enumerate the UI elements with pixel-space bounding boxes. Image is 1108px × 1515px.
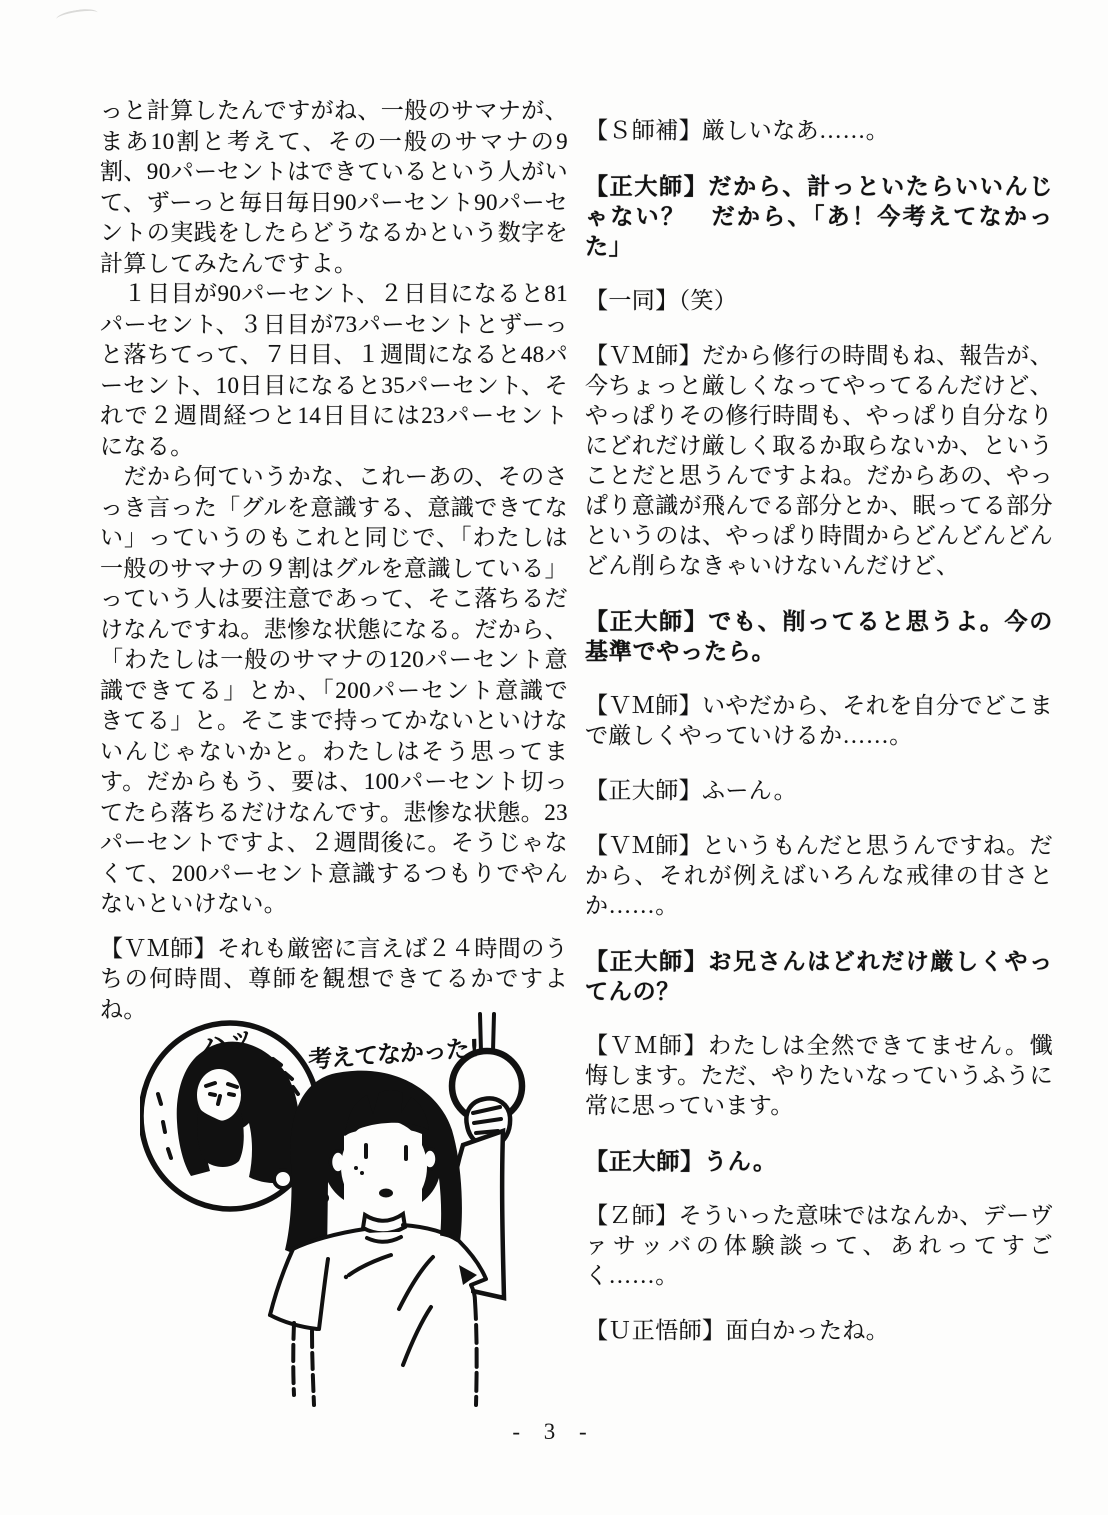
paragraph-z-shi: 【Ｚ師】そういった意味ではなんか、デーヴァサッバの体験談って、あれってすごく……。 — [585, 1203, 1053, 1288]
right-column — [585, 116, 1053, 1371]
paragraph-vm-4: 【ＶＭ師】わたしは全然できてません。懺悔します。ただ、やりたいなっていうふうに常に思っています。 — [585, 1033, 1053, 1118]
paragraph-left-vm: 【ＶＭ師】それも厳密に言えば２４時間のうちの何時間、尊師を観想できてるかですよね。 — [100, 935, 568, 1022]
page-number: - 3 - — [512, 1419, 596, 1444]
illustration-caption-hatsu: ハッ — [198, 1019, 259, 1063]
paragraph-vm-3: 【ＶＭ師】というもんだと思うんですね。だから、それが例えばいろんな戒律の甘さとか……。 — [585, 833, 1053, 918]
illustration-caption-main: 考えてなかった! — [308, 1034, 480, 1074]
paragraph-u-seigoshi: 【Ｕ正悟師】面白かったね。 — [585, 1318, 890, 1343]
scan-artifact — [55, 7, 98, 25]
paragraph-left-1: っと計算したんですがね、一般のサマナが、まあ10割と考えて、その一般のサマナの9割、90パーセントはできているという人がいて、ずーっと毎日毎日90パーセント90パーセントの実践をしたらどうなるかという数字を計算してみたんですよ。 — [100, 98, 568, 276]
paragraph-seitaishi-1: 【正大師】だから、計っといたらいいんじゃない？ だから、「あ！今考えてなかった」 — [585, 173, 1053, 259]
illustration-drawing — [140, 1012, 560, 1422]
paragraph-seitaishi-5: 【正大師】うん。 — [585, 1148, 777, 1174]
paragraph-s-shiho: 【Ｓ師補】厳しいなあ……。 — [585, 118, 890, 143]
left-column — [100, 96, 568, 1025]
paragraph-seitaishi-2: 【正大師】でも、削ってると思うよ。今の基準でやったら。 — [585, 608, 1053, 664]
paragraph-left-2: １日目が90パーセント、２日目になると81パーセント、３日目が73パーセントとずーっと落ちてって、７日目、１週間になると48パーセント、10日目になると35パーセント、それで２週間経つと14日目には23パーセントになる。 — [100, 281, 568, 459]
paragraph-seitaishi-4: 【正大師】お兄さんはどれだけ厳しくやってんの？ — [585, 948, 1053, 1004]
paragraph-left-3: だから何ていうかな、これーあの、そのさっき言った「グルを意識する、意識できてない」っていうのもこれと同じで、「わたしは一般のサマナの９割はグルを意識している」っていう人は要注意であって、そこ落ちるだけなんですね。悲惨な状態になる。だから、「わたしは一般のサマナの120パーセント意識できてる」とか、「200パーセント意識できてる」と。そこまで持ってかないといけないんじゃないかと。わたしはそう思ってます。だからもう、要は、100パーセント切ってたら落ちるだけなんです。悲惨な状態。23パーセントですよ、２週間後に。そうじゃなくて、200パーセント意識するつもりでやんないといけない。 — [100, 464, 568, 916]
paragraph-ichido: 【一同】（笑） — [585, 288, 738, 313]
paragraph-seitaishi-3: 【正大師】ふーん。 — [585, 778, 797, 803]
paragraph-vm-2: 【ＶＭ師】いやだから、それを自分でどこまで厳しくやっていけるか……。 — [585, 693, 1053, 748]
paragraph-vm-1: 【ＶＭ師】だから修行の時間もね、報告が、今ちょっと厳しくなってやってるんだけど、やっぱりその修行時間も、やっぱり自分なりにどれだけ厳しく取るか取らないか、ということだと思うんですよね。だからあの、やっぱり意識が飛んでる部分とか、眠ってる部分というのは、やっぱり時間からどんどんどんどん削らなきゃいけないんだけど、 — [585, 343, 1053, 578]
illustration — [140, 1012, 560, 1422]
